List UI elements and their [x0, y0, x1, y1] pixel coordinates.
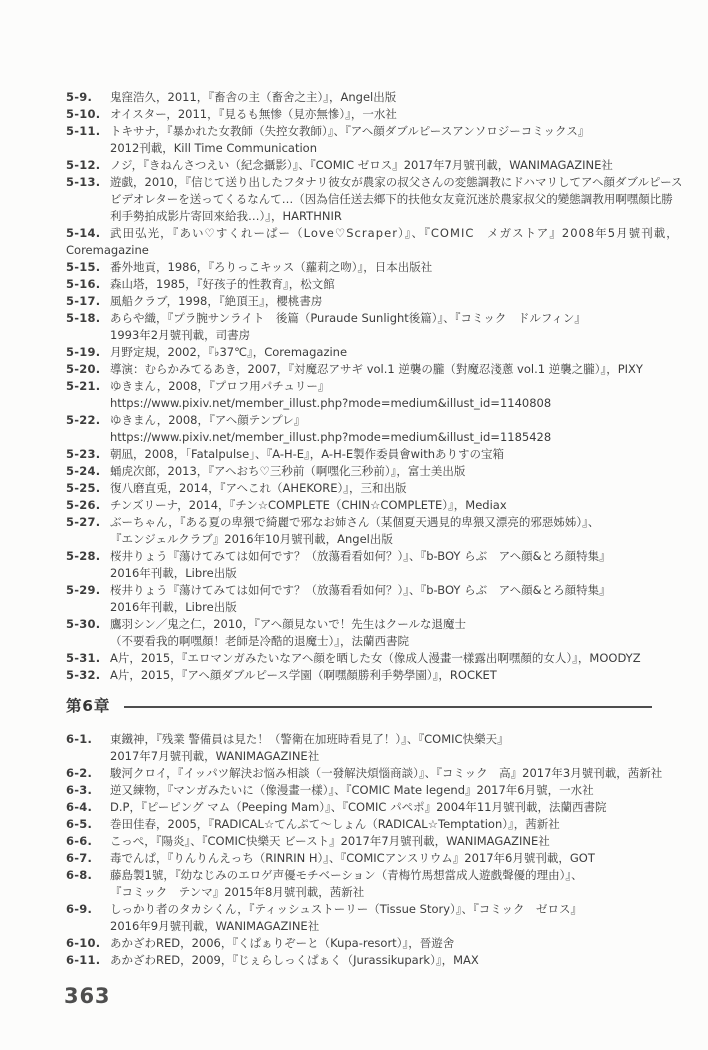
entry-text	[110, 765, 663, 782]
entry-line: トキサナ，『暴かれた女教師（失控女教師）』、『アヘ顔ダブルピースアンソロジーコミックス』	[110, 124, 590, 138]
entry-number: 6-6.	[66, 834, 93, 848]
entry-text	[110, 497, 652, 514]
entry-number: 6-3.	[66, 783, 93, 797]
entry-text	[110, 361, 652, 378]
entry-text	[110, 952, 652, 969]
entry-text	[110, 650, 652, 667]
entry-line: ぶーちゃん，『ある夏の卑猥で綺麗で邪なお姉さん（某個夏天遇見的卑猥又漂亮的邪惡姊姊）』、	[110, 515, 600, 529]
entry-text	[110, 293, 652, 310]
reference-entry	[66, 833, 652, 850]
entry-line: 藤島製1號，『幼なじみのエロゲ声優モチベーション（青梅竹馬想當成人遊戲聲優的理由）』、	[110, 868, 583, 882]
reference-entry	[66, 293, 652, 310]
entry-number: 5-12.	[66, 158, 101, 172]
reference-entry	[66, 463, 652, 480]
entry-line: ノジ，『きねんさつえい（紀念攝影）』、『COMIC ゼロス』2017年7月號刊載，WANIMAGAZINE社	[110, 158, 613, 172]
entry-number: 5-14.	[66, 226, 101, 240]
entry-line: 毒でんぱ，『りんりんえっち（RINRIN H）』、『COMICアンスリウム』2017年6月號刊載，GOT	[110, 851, 595, 865]
reference-entry	[66, 952, 652, 969]
entry-line: 2016年刊載，Libre出版	[110, 600, 237, 614]
entry-line: チンズリーナ，2014，『チン☆COMPLETE（CHIN☆COMPLETE）』，Mediax	[110, 498, 507, 512]
reference-entry	[66, 310, 652, 344]
reference-entry	[66, 123, 652, 157]
reference-entry	[66, 497, 652, 514]
entry-number: 5-24.	[66, 464, 101, 478]
entry-text	[110, 833, 652, 850]
entry-number: 6-2.	[66, 766, 93, 780]
reference-entry	[66, 667, 652, 684]
entry-line: 月野定規，2002，『♭37℃』，Coremagazine	[110, 345, 348, 359]
page-number: 363	[64, 984, 111, 1008]
entry-number: 6-4.	[66, 800, 93, 814]
reference-entry	[66, 106, 652, 123]
reference-entry	[66, 731, 652, 765]
entry-number: 5-9.	[66, 90, 93, 104]
reference-entry	[66, 157, 652, 174]
entry-text	[110, 867, 652, 901]
entry-line: 『エンジェルクラブ』2016年10月號刊載，Angel出版	[110, 532, 393, 546]
entry-line: あかざわRED，2009，『じぇらしっくぱぁく（Jurassikupark）』，MAX	[110, 953, 479, 967]
entry-line: ゆきまん，2008，『アヘ顔テンプレ』	[110, 413, 306, 427]
entry-text	[110, 782, 652, 799]
entry-number: 5-22.	[66, 413, 101, 427]
entry-line: 武田弘光，『あい♡すくれーぱー（Love♡Scraper）』、『COMIC メガストア』2008年5月號刊載，	[110, 226, 679, 240]
reference-entry	[66, 174, 683, 225]
entry-text	[110, 106, 652, 123]
entry-number: 5-28.	[66, 549, 101, 563]
entry-number: 6-1.	[66, 732, 93, 746]
entry-text	[110, 344, 652, 361]
entry-text	[110, 89, 652, 106]
entry-text	[110, 378, 652, 412]
entry-line: （不要看我的啊嘿顏！老師是冷酷的退魔士）』，法蘭西書院	[110, 634, 409, 648]
entry-number: 5-19.	[66, 345, 101, 359]
entry-text	[110, 548, 652, 582]
entry-number: 5-13.	[66, 175, 101, 189]
reference-entry	[66, 765, 663, 782]
reference-entry	[66, 616, 652, 650]
entry-line: 巻田佳春，2005，『RADICAL☆てんぷて〜しょん（RADICAL☆Temptation）』，茜新社	[110, 817, 560, 831]
entry-text	[110, 259, 652, 276]
entry-line: D.P，『ピーピング マム（Peeping Mam）』、『COMIC パペポ』2004年11月號刊載，法蘭西書院	[110, 800, 607, 814]
entry-text	[110, 850, 652, 867]
entry-line: 東鐵神，『残業 警備員は見た！（警衛在加班時看見了！）』、『COMIC快樂天』	[110, 732, 509, 746]
entry-line: 鬼窪浩久，2011，『畜舎の主（畜舍之主）』，Angel出版	[110, 90, 397, 104]
reference-entry	[66, 548, 652, 582]
entry-line: 利手勢拍成影片寄回來給我…）』，HARTHNIR	[110, 209, 342, 223]
reference-entry	[66, 446, 652, 463]
entry-line: しっかり者のタカシくん，『ティッシュストーリー（Tissue Story）』、『コミック ゼロス』	[110, 902, 583, 916]
reference-entry	[66, 259, 652, 276]
reference-entry	[66, 582, 652, 616]
entry-text	[110, 816, 652, 833]
entry-number: 6-10.	[66, 936, 101, 950]
entry-number: 5-18.	[66, 311, 101, 325]
entry-number: 5-27.	[66, 515, 101, 529]
entry-text	[110, 667, 652, 684]
entry-text	[110, 123, 652, 157]
entry-text	[110, 174, 683, 225]
entry-text	[110, 446, 652, 463]
entry-number: 6-8.	[66, 868, 93, 882]
entry-number: 5-25.	[66, 481, 101, 495]
entry-line: 『コミック テンマ』2015年8月號刊載，茜新社	[110, 885, 365, 899]
reference-entry	[66, 89, 652, 106]
reference-entry	[66, 867, 652, 901]
entry-line: A片，2015，『エロマンガみたいなアヘ顔を晒した女（像成人漫畫一樣露出啊嘿顏的女人）』，MOODYZ	[110, 651, 641, 665]
entry-line: あかざわRED，2006，『くぱぁりぞーと（Kupa-resort）』，晉遊舍	[110, 936, 455, 950]
entry-number: 5-26.	[66, 498, 101, 512]
entry-line: 復八磨直兎，2014，『アヘこれ（AHEKORE）』，三和出版	[110, 481, 407, 495]
reference-entry	[66, 782, 652, 799]
entry-line: 2012刊載，Kill Time Communication	[110, 141, 317, 155]
entry-text	[110, 616, 652, 650]
entry-line: 風船クラブ，1998，『絶頂王』，櫻桃書房	[110, 294, 323, 308]
entry-line: 導演：むらかみてるあき，2007，『対魔忍アサギ vol.1 逆襲の朧（對魔忍淺蔥 vol.1 逆襲之朧）』，PIXY	[110, 362, 643, 376]
entry-line: 朝凪，2008，「Fatalpulse」、『A-H-E』，A-H-E製作委員會withありすの宝箱	[110, 447, 505, 461]
entry-number: 5-11.	[66, 124, 101, 138]
entry-line: 蛹虎次郎，2013，『アヘおち♡三秒前（啊嘿化三秒前）』，富士美出版	[110, 464, 466, 478]
entry-line: 2016年9月號刊載，WANIMAGAZINE社	[110, 919, 320, 933]
entry-text	[110, 731, 652, 765]
entry-url: https://www.pixiv.net/member_illust.php?mode=medium&illust_id=1185428	[110, 430, 552, 444]
entry-line: 逆又練物，『マンガみたいに（像漫畫一樣）』、『COMIC Mate legend』2017年6月號，一水社	[110, 783, 594, 797]
entry-line: 森山塔，1985，『好孩子的性教育』，松文館	[110, 277, 335, 291]
entry-number: 5-29.	[66, 583, 101, 597]
entry-line: こっぺ，『陽炎』、『COMIC快樂天 ビースト』2017年7月號刊載，WANIMAGAZINE社	[110, 834, 550, 848]
reference-entry	[66, 276, 652, 293]
entry-line: 駿河クロイ，『イッパツ解決お悩み相談（一發解決煩惱商談）』、『コミック 高』2017年3月號刊載，茜新社	[110, 766, 663, 780]
entry-text	[110, 412, 652, 446]
chapter6-divider-rule	[124, 706, 652, 708]
entry-number: 5-23.	[66, 447, 101, 461]
entry-text	[110, 935, 652, 952]
entry-text	[110, 799, 652, 816]
entry-number: 6-9.	[66, 902, 93, 916]
entry-line: 遊戯，2010，『信じて送り出したフタナリ彼女が農家の叔父さんの変態調教にドハマリしてアヘ顔ダブルピース	[110, 175, 683, 189]
entry-url: https://www.pixiv.net/member_illust.php?mode=medium&illust_id=1140808	[110, 396, 552, 410]
entry-line: 1993年2月號刊載，司書房	[110, 328, 251, 342]
reference-entry	[66, 935, 652, 952]
entry-number: 6-7.	[66, 851, 93, 865]
entry-line: あらや織，『プラ腕サンライト 後篇（Puraude Sunlight後篇）』、『コミック ドルフィン』	[110, 311, 586, 325]
entry-text	[110, 276, 652, 293]
reference-entry	[66, 361, 652, 378]
reference-entry	[66, 412, 652, 446]
entry-line: 桜井りょう『蕩けてみては如何です？（放蕩看看如何？）』、『b-BOY らぶ アヘ顔&とろ顔特集』	[110, 549, 611, 563]
entry-line: 桜井りょう『蕩けてみては如何です？（放蕩看看如何？）』、『b-BOY らぶ アヘ顔&とろ顔特集』	[110, 583, 611, 597]
entry-line: オイスター，2011，『見るも無惨（見亦無慘）』，一水社	[110, 107, 397, 121]
reference-entry	[66, 344, 652, 361]
entry-number: 5-16.	[66, 277, 101, 291]
reference-entry	[66, 480, 652, 497]
reference-entry	[66, 850, 652, 867]
reference-entry	[66, 378, 652, 412]
entry-number: 5-17.	[66, 294, 101, 308]
entry-number: 5-10.	[66, 107, 101, 121]
reference-entry	[66, 225, 679, 259]
entry-line: 番外地貢，1986，『ろりっこキッス（蘿莉之吻）』，日本出版社	[110, 260, 433, 274]
entry-line: 2017年7月號刊載，WANIMAGAZINE社	[110, 749, 320, 763]
reference-list-chapter6	[66, 731, 663, 969]
entry-line: 2016年刊載，Libre出版	[110, 566, 237, 580]
reference-entry	[66, 816, 652, 833]
reference-entry	[66, 901, 652, 935]
reference-entry	[66, 514, 652, 548]
entry-line: Coremagazine	[66, 243, 149, 257]
entry-text	[110, 582, 652, 616]
entry-number: 6-11.	[66, 953, 101, 967]
chapter6-heading	[66, 698, 652, 715]
reference-entry	[66, 650, 652, 667]
entry-text	[110, 157, 652, 174]
reference-entry	[66, 799, 652, 816]
entry-line: A片，2015，『アヘ顔ダブルピース学園（啊嘿顏勝利手勢學園）』，ROCKET	[110, 668, 497, 682]
entry-number: 5-15.	[66, 260, 101, 274]
entry-number: 5-30.	[66, 617, 101, 631]
entry-number: 6-5.	[66, 817, 93, 831]
chapter6-title: 第6章	[66, 697, 111, 715]
entry-line: ビデオレターを送ってくるなんて…（因為信任送去鄉下的扶他女友竟沉迷於農家叔父的變態調教用啊嘿顏比勝	[110, 192, 673, 206]
entry-text	[110, 480, 652, 497]
entry-number: 5-21.	[66, 379, 101, 393]
entry-text	[110, 514, 652, 548]
entry-text	[110, 901, 652, 935]
entry-text	[110, 463, 652, 480]
entry-text	[110, 310, 652, 344]
entry-number: 5-32.	[66, 668, 101, 682]
reference-list-chapter5	[66, 89, 683, 684]
entry-number: 5-20.	[66, 362, 101, 376]
entry-number: 5-31.	[66, 651, 101, 665]
entry-line: 鷹羽シン／鬼之仁，2010，『アヘ顔見ないで！先生はクールな退魔士	[110, 617, 467, 631]
entry-line: ゆきまん，2008，『プロフ用パチュリー』	[110, 379, 330, 393]
